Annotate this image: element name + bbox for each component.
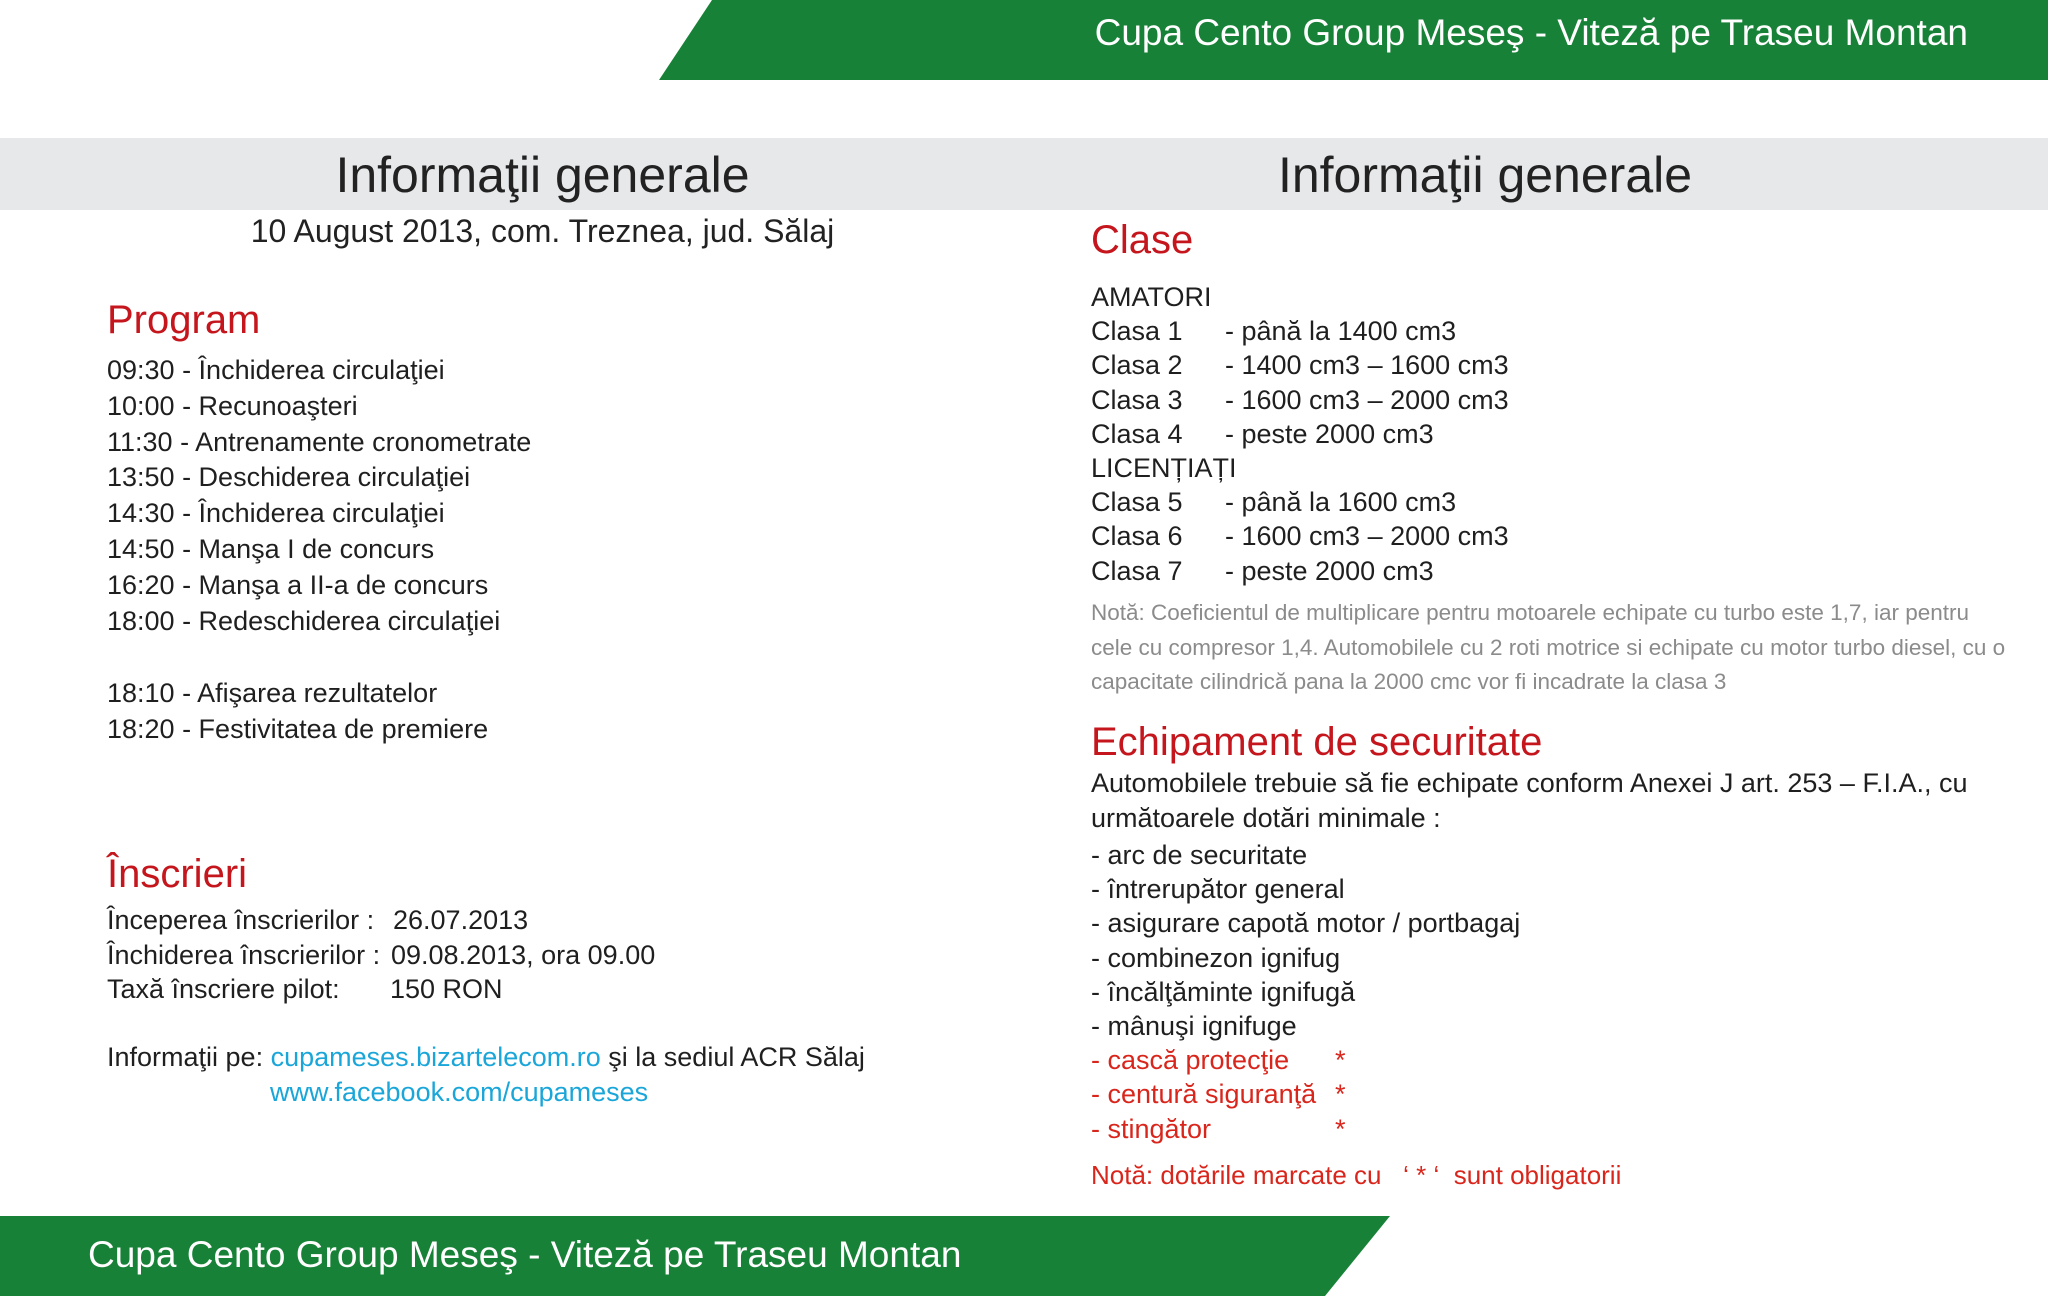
registration-value: 150 RON xyxy=(390,974,503,1004)
program-list xyxy=(107,353,531,639)
program-item: 18:00 - Redeschiderea circulaţiei xyxy=(107,605,501,636)
class-name: Clasa 5 xyxy=(1091,487,1183,518)
program-heading: Program xyxy=(107,298,261,342)
equipment-item: - combinezon ignifug xyxy=(1091,942,1341,973)
licentiati-label: LICENȚIAȚI xyxy=(1091,453,1237,484)
class-range: - peste 2000 cm3 xyxy=(1225,555,1434,586)
registration-row xyxy=(107,938,655,973)
class-row xyxy=(1091,417,1509,451)
equipment-item: - asigurare capotă motor / portbagaj xyxy=(1091,908,1521,939)
program-item: 18:20 - Festivitatea de premiere xyxy=(107,713,489,744)
class-range: - peste 2000 cm3 xyxy=(1225,418,1434,449)
class-name: Clasa 3 xyxy=(1091,384,1183,415)
equipment-item: - încălţăminte ignifugă xyxy=(1091,976,1356,1007)
required-equipment-item xyxy=(1091,1043,1520,1077)
right-page-title: Informaţii generale xyxy=(1277,147,1693,203)
facebook-link[interactable]: www.facebook.com/cupameses xyxy=(270,1077,649,1107)
info-suffix: şi la sediul ACR Sălaj xyxy=(608,1042,865,1072)
class-row xyxy=(1091,348,1509,382)
class-range: - 1600 cm3 – 2000 cm3 xyxy=(1225,384,1509,415)
equipment-list xyxy=(1091,838,1520,1146)
event-date-location: 10 August 2013, com. Treznea, jud. Sălaj xyxy=(250,213,835,249)
required-mark: * xyxy=(1335,1079,1346,1110)
required-equipment-name: - stingător xyxy=(1091,1113,1212,1144)
required-equipment-name: - centură siguranţă xyxy=(1091,1079,1317,1110)
class-range: - 1400 cm3 – 1600 cm3 xyxy=(1225,350,1509,381)
bottom-banner-title: Cupa Cento Group Meseş - Viteză pe Traseu Montan xyxy=(88,1234,962,1275)
website-link[interactable]: cupameses.bizartelecom.ro xyxy=(270,1042,601,1072)
required-mark: * xyxy=(1335,1045,1346,1076)
class-row xyxy=(1091,485,1509,519)
registration-heading: Înscrieri xyxy=(107,852,248,896)
class-range: - până la 1400 cm3 xyxy=(1225,316,1457,347)
class-row xyxy=(1091,314,1509,348)
program-item: 13:50 - Deschiderea circulaţiei xyxy=(107,462,471,493)
class-name: Clasa 4 xyxy=(1091,418,1183,449)
registration-list xyxy=(107,903,655,1007)
program-item: 14:50 - Manşa I de concurs xyxy=(107,533,435,564)
program-item: 16:20 - Manşa a II-a de concurs xyxy=(107,569,489,600)
top-banner-title: Cupa Cento Group Meseş - Viteză pe Traseu Montan xyxy=(1094,12,1968,53)
program-item: 09:30 - Închiderea circulaţiei xyxy=(107,355,445,385)
equipment-item: - mânuşi ignifuge xyxy=(1091,1011,1297,1042)
left-page-title: Informaţii generale xyxy=(335,147,750,203)
class-name: Clasa 6 xyxy=(1091,521,1183,552)
safety-heading: Echipament de securitate xyxy=(1091,720,1543,764)
required-note: Notă: dotările marcate cu ‘ * ‘ sunt obligatorii xyxy=(1091,1160,1622,1190)
required-equipment-item xyxy=(1091,1112,1520,1146)
registration-row xyxy=(107,903,655,938)
required-equipment-item xyxy=(1091,1077,1520,1111)
program-item: 14:30 - Închiderea circulaţiei xyxy=(107,498,445,529)
required-mark: * xyxy=(1335,1113,1346,1144)
program-list-after xyxy=(107,676,488,748)
classes-note: Notă: Coeficientul de multiplicare pentru motoarele echipate cu turbo este 1,7, iar pentru cele cu compresor 1,4. Automobilele cu 2 roti motrice si echipate cu motor turbo diesel, cu o capacitate cilindrică pana la 2000 cmc vor fi incadrate la clasa 3 xyxy=(1091,600,2006,694)
equipment-item: - întrerupător general xyxy=(1091,874,1345,905)
required-equipment-name: - cască protecţie xyxy=(1091,1045,1290,1076)
program-item: 11:30 - Antrenamente cronometrate xyxy=(107,426,532,457)
top-banner xyxy=(0,0,2048,80)
info-line xyxy=(107,1040,865,1074)
amatori-label: AMATORI xyxy=(1091,282,1212,312)
class-row xyxy=(1091,554,1509,588)
class-name: Clasa 2 xyxy=(1091,350,1183,381)
class-name: Clasa 7 xyxy=(1091,555,1183,586)
equipment-item: - arc de securitate xyxy=(1091,840,1308,870)
info-label: Informaţii pe: xyxy=(107,1042,264,1072)
classes-list xyxy=(1091,280,1509,588)
class-range: - 1600 cm3 – 2000 cm3 xyxy=(1225,521,1509,552)
program-item: 18:10 - Afişarea rezultatelor xyxy=(107,678,438,708)
class-name: Clasa 1 xyxy=(1091,316,1183,347)
classes-heading: Clase xyxy=(1091,218,1194,262)
program-item: 10:00 - Recunoaşteri xyxy=(107,390,358,421)
registration-label: Începerea înscrierilor : xyxy=(107,905,375,935)
registration-row xyxy=(107,972,655,1007)
class-row xyxy=(1091,519,1509,553)
registration-value: 09.08.2013, ora 09.00 xyxy=(391,939,656,970)
registration-label: Taxă înscriere pilot: xyxy=(107,974,340,1004)
registration-value: 26.07.2013 xyxy=(393,905,529,935)
class-range: - până la 1600 cm3 xyxy=(1225,487,1457,518)
class-row xyxy=(1091,383,1509,417)
bottom-banner xyxy=(0,1216,2048,1296)
registration-label: Închiderea înscrierilor : xyxy=(107,939,381,970)
safety-intro: Automobilele trebuie să fie echipate conform Anexei J art. 253 – F.I.A., cu următoarele dotări minimale : xyxy=(1091,768,1968,833)
